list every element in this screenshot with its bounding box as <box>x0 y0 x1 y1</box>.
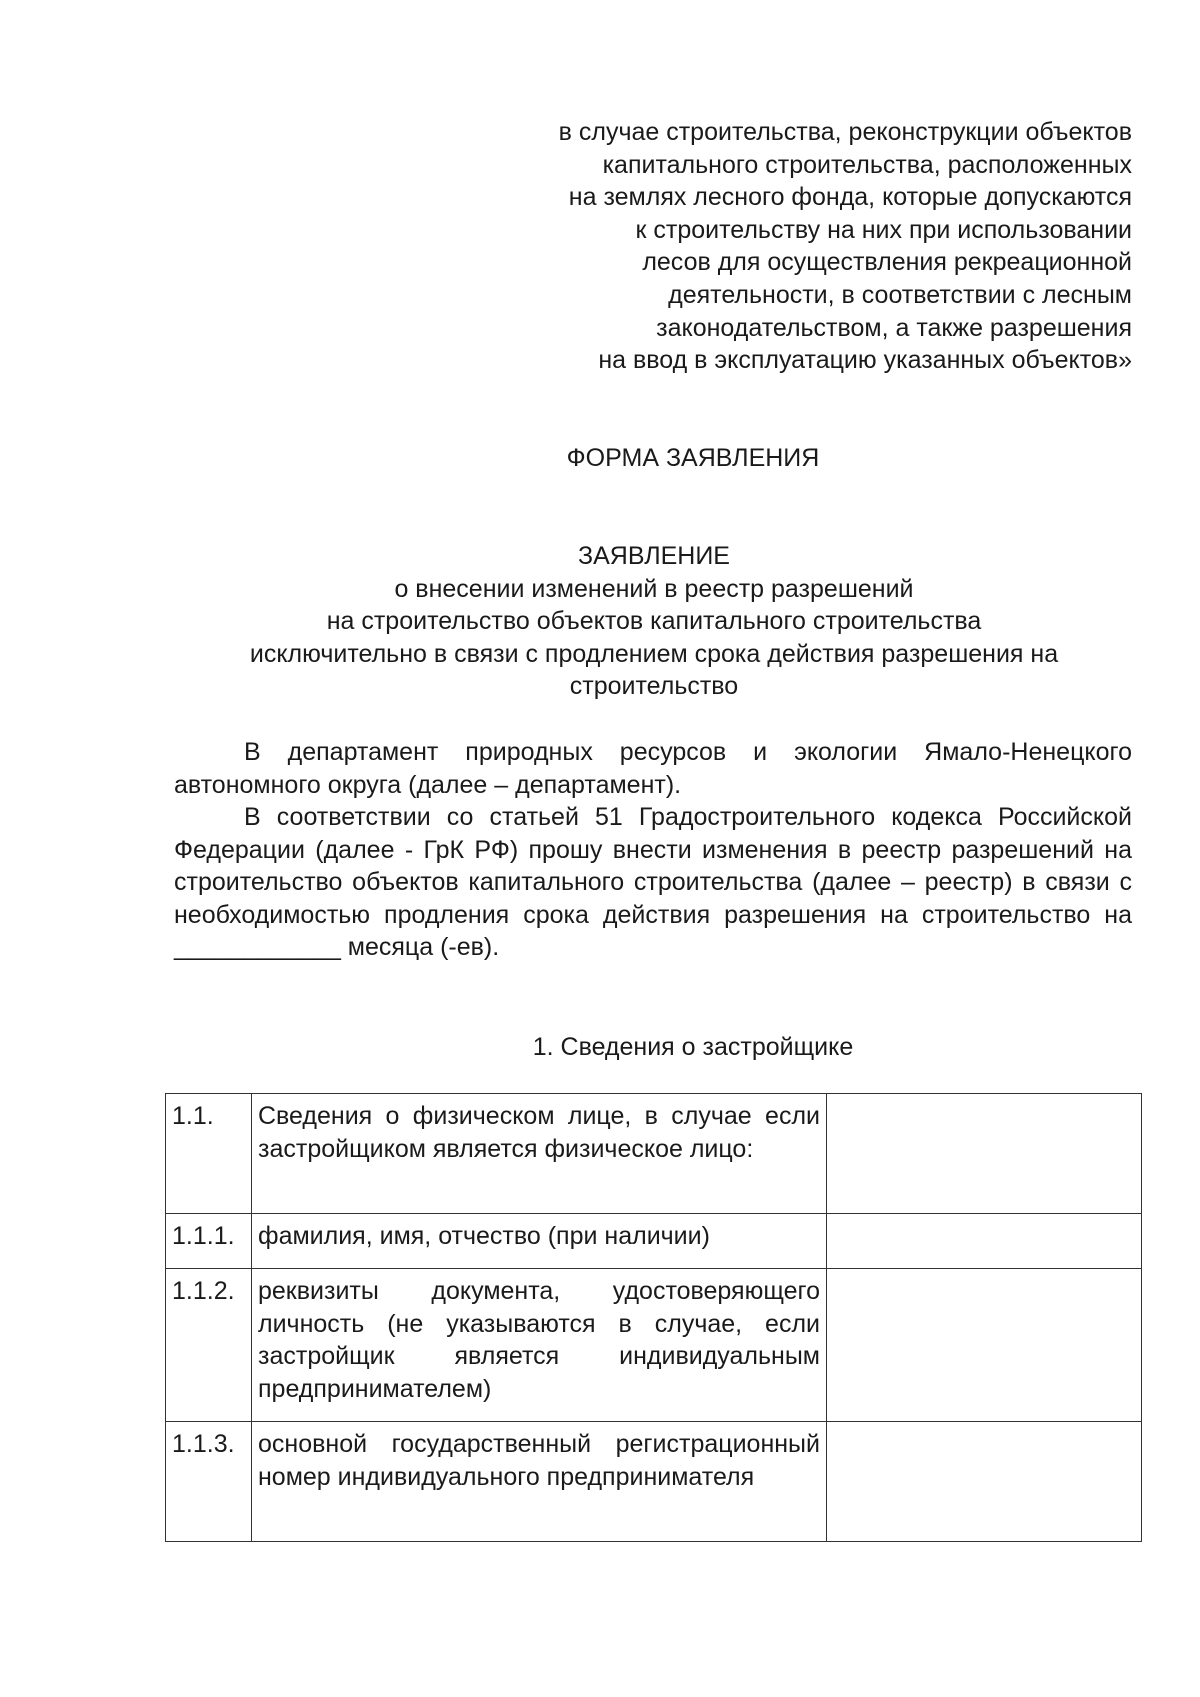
section-heading: 1. Сведения о застройщике <box>532 1033 854 1061</box>
table-row <box>166 1422 1142 1542</box>
header-note-line: лесов для осуществления рекреационной <box>642 248 1132 277</box>
header-note-line: законодательством, а также разрешения <box>656 313 1132 342</box>
row-number: 1.1.2. <box>166 1269 252 1422</box>
row-value-field[interactable] <box>827 1214 1142 1269</box>
title-heading: ЗАЯВЛЕНИЕ <box>577 542 730 570</box>
row-number: 1.1.3. <box>166 1422 252 1542</box>
header-note-line: капитального строительства, расположенных <box>602 150 1132 179</box>
row-value-field[interactable] <box>827 1269 1142 1422</box>
title-line: на строительство объектов капитального строительства <box>326 607 982 636</box>
row-label: основной государственный регистрационный номер индивидуального предпринимателя <box>252 1422 827 1542</box>
form-label: ФОРМА ЗАЯВЛЕНИЯ <box>566 444 820 472</box>
addressee-paragraph: В департамент природных ресурсов и экологии Ямало-Ненецкого автономного округа (далее – департамент). <box>174 738 1132 799</box>
table-row <box>166 1269 1142 1422</box>
row-label: реквизиты документа, удостоверяющего личность (не указываются в случае, если застройщик является индивидуальным предпринимателем) <box>252 1269 827 1422</box>
table-row <box>166 1094 1142 1214</box>
row-label: Сведения о физическом лице, в случае если застройщиком является физическое лицо: <box>252 1094 827 1214</box>
header-note <box>420 116 1132 377</box>
table-row <box>166 1214 1142 1269</box>
header-note-line: деятельности, в соответствии с лесным <box>668 280 1132 309</box>
title-line: строительство <box>569 672 739 701</box>
row-number: 1.1.1. <box>166 1214 252 1269</box>
row-value-field[interactable] <box>827 1422 1142 1542</box>
row-value-field[interactable] <box>827 1094 1142 1214</box>
row-label: фамилия, имя, отчество (при наличии) <box>252 1214 827 1269</box>
row-number: 1.1. <box>166 1094 252 1214</box>
header-note-line: на землях лесного фонда, которые допускаются <box>568 183 1132 212</box>
title-line: исключительно в связи с продлением срока действия разрешения на <box>249 639 1059 668</box>
header-note-line: в случае строительства, реконструкции объектов <box>558 118 1132 146</box>
request-paragraph: В соответствии со статьей 51 Градостроительного кодекса Российской Федерации (далее - ГрК РФ) прошу внести изменения в реестр разрешений на строительство объектов капитального строительства (далее – реестр) в связи с необходимостью продления срока действия разрешения на строительство на ____________ месяца (-ев). <box>174 803 1132 962</box>
header-note-line: к строительству на них при использовании <box>635 215 1132 244</box>
title-line: о внесении изменений в реестр разрешений <box>394 574 914 603</box>
header-note-line: на ввод в эксплуатацию указанных объектов» <box>598 346 1132 375</box>
developer-info-table <box>165 1093 1142 1542</box>
document-title <box>175 540 1133 703</box>
